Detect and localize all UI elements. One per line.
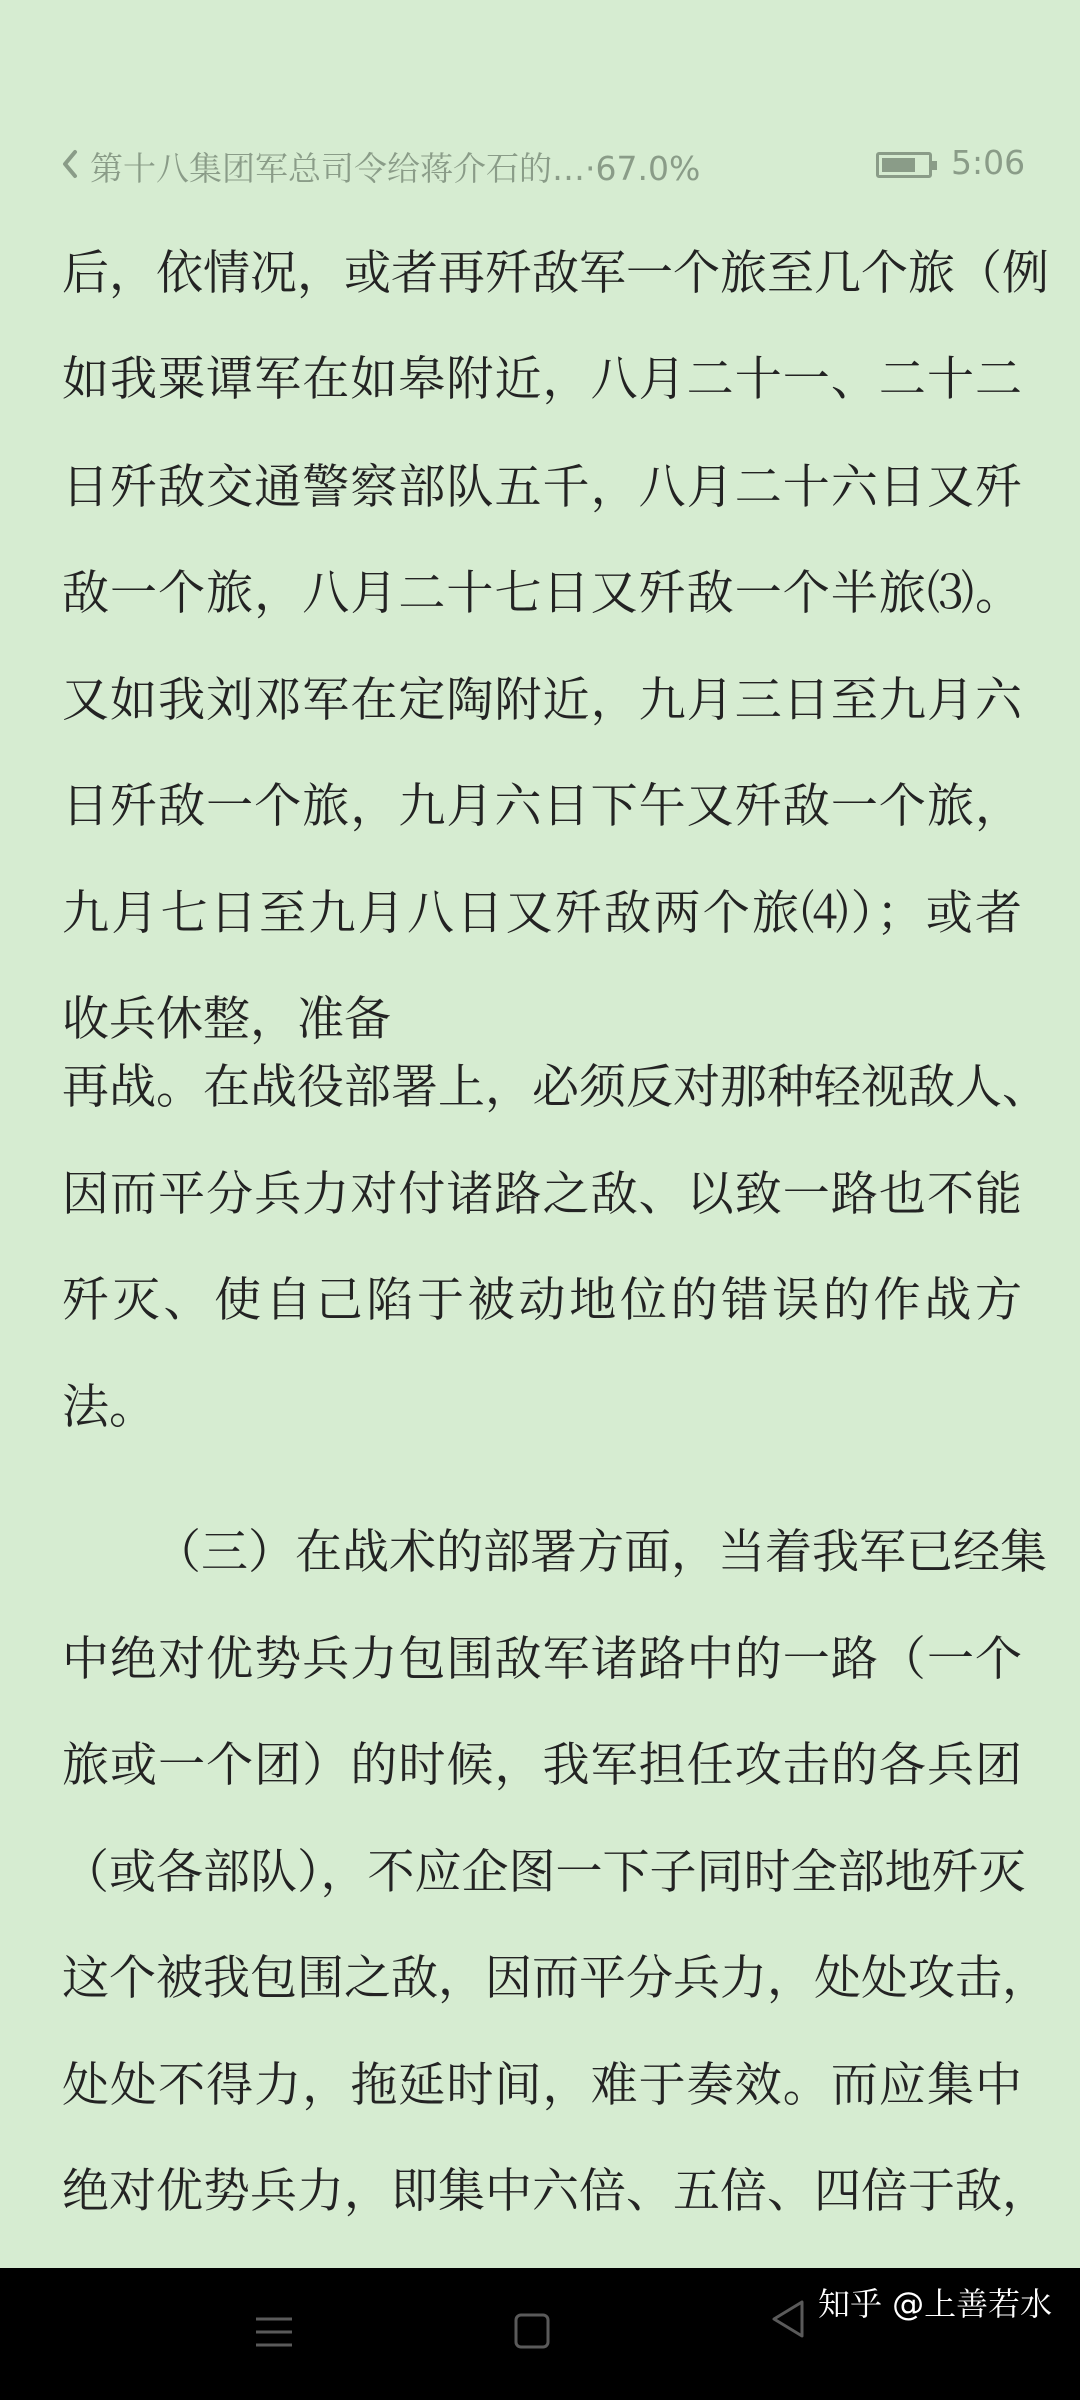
battery-icon [876, 152, 932, 178]
status-bar [0, 140, 1080, 190]
text-line: 再战。在战役部署上，必须反对那种轻视敌人、 [62, 1060, 1049, 1115]
text-line: 又如我刘邓军在定陶附近，九月三日至九月六 [62, 673, 1022, 728]
text-line: 收兵休整，准备 [62, 992, 391, 1047]
document-title: 第十八集团军总司令给蒋介石的…·67.0% [90, 149, 701, 188]
text-line: 旅或一个团）的时候，我军担任攻击的各兵团 [62, 1738, 1022, 1793]
back-triangle-icon[interactable] [760, 2290, 820, 2350]
home-square-icon[interactable] [502, 2302, 562, 2362]
text-line: 敌一个旅，八月二十七日又歼敌一个半旅⑶。 [62, 566, 1022, 621]
text-line: 后，依情况，或者再歼敌军一个旅至几个旅（例 [62, 246, 1049, 301]
text-line: 法。 [62, 1380, 156, 1435]
menu-icon[interactable] [244, 2302, 304, 2362]
text-line: （或各部队），不应企图一下子同时全部地歼灭 [62, 1845, 1026, 1900]
text-line: 九月七日至九月八日又歼敌两个旅⑷）；或者 [62, 886, 1022, 941]
text-line: 这个被我包围之敌，因而平分兵力，处处攻击， [62, 1951, 1049, 2006]
text-line: 歼灭、使自己陷于被动地位的错误的作战方 [62, 1273, 1022, 1328]
battery-level [882, 158, 915, 172]
text-line: 日歼敌交通警察部队五千，八月二十六日又歼 [62, 460, 1022, 515]
text-line: 处处不得力，拖延时间，难于奏效。而应集中 [62, 2058, 1022, 2113]
paragraph-start-line: （三）在战术的部署方面，当着我军已经集 [154, 1525, 1047, 1580]
text-line: 日歼敌一个旅，九月六日下午又歼敌一个旅， [62, 779, 1022, 834]
text-line: 绝对优势兵力，即集中六倍、五倍、四倍于敌， [62, 2164, 1049, 2219]
watermark: 知乎 @上善若水 [818, 2285, 1053, 2323]
chevron-left-icon[interactable] [55, 144, 85, 184]
text-line: 中绝对优势兵力包围敌军诸路中的一路（一个 [62, 1632, 1022, 1687]
battery-cap [932, 161, 937, 170]
clock: 5:06 [951, 143, 1026, 182]
text-line: 因而平分兵力对付诸路之敌、以致一路也不能 [62, 1167, 1022, 1222]
text-line: 如我粟谭军在如皋附近，八月二十一、二十二 [62, 352, 1022, 407]
